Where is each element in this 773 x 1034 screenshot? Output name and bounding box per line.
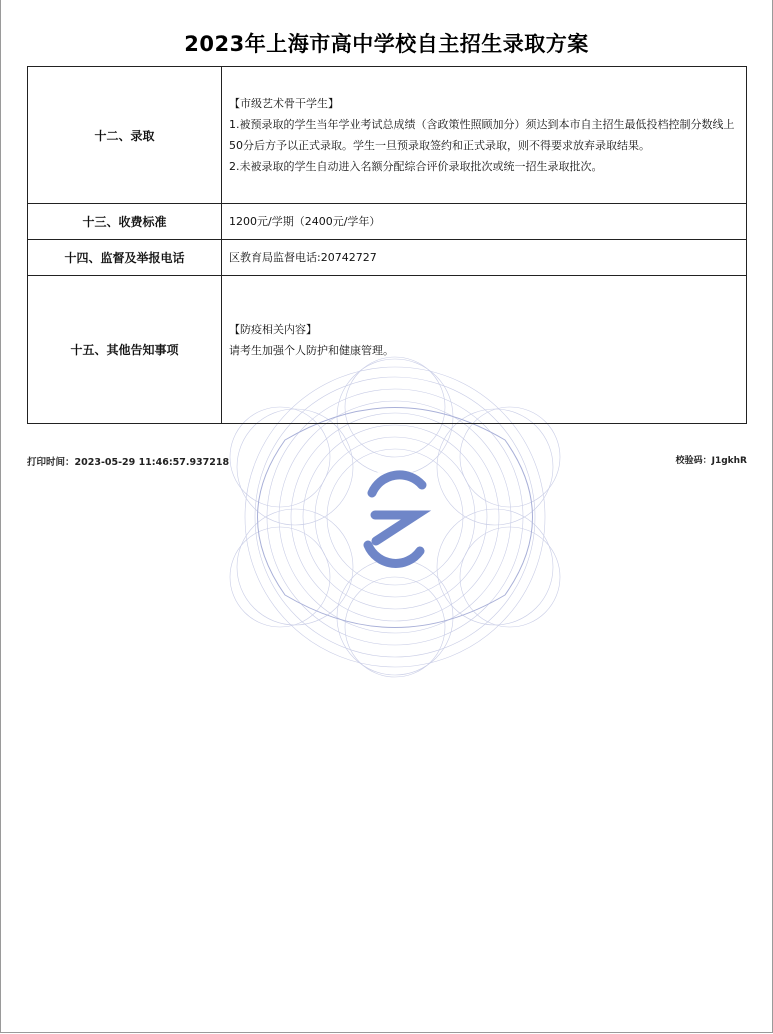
content-line: 区教育局监督电话:20742727 [229,251,377,264]
admission-table [27,66,747,424]
row-heading: 十四、监督及举报电话 [28,240,222,276]
row-heading: 十五、其他告知事项 [28,276,222,424]
row-content [222,67,747,204]
page-title: 2023年上海市高中学校自主招生录取方案 [184,32,589,56]
row-heading: 十二、录取 [28,67,222,204]
content-line: 【防疫相关内容】 [229,322,317,336]
table-row [28,204,747,240]
verify-code: 校验码：J1gkhR [675,456,747,466]
row-content [222,276,747,424]
table-row [28,276,747,424]
row-heading: 十三、收费标准 [28,204,222,240]
table-row [28,240,747,276]
print-time: 打印时间：2023-05-29 11:46:57.937218 [27,457,230,468]
content-line: 1200元/学期（2400元/学年） [229,215,381,228]
content-line: 【市级艺术骨干学生】 [229,97,339,110]
row-content [222,204,747,240]
content-line: 请考生加强个人防护和健康管理。 [229,343,394,357]
row-content [222,240,747,276]
content-line: 2.未被录取的学生自动进入名额分配综合评价录取批次或统一招生录取批次。 [229,160,603,173]
content-line: 1.被预录取的学生当年学业考试总成绩（含政策性照顾加分）须达到本市自主招生最低投档控制分数线上50分后方予以正式录取。学生一旦预录取签约和正式录取，则不得要求放弃录取结果。 [229,118,735,152]
table-row [28,67,747,204]
